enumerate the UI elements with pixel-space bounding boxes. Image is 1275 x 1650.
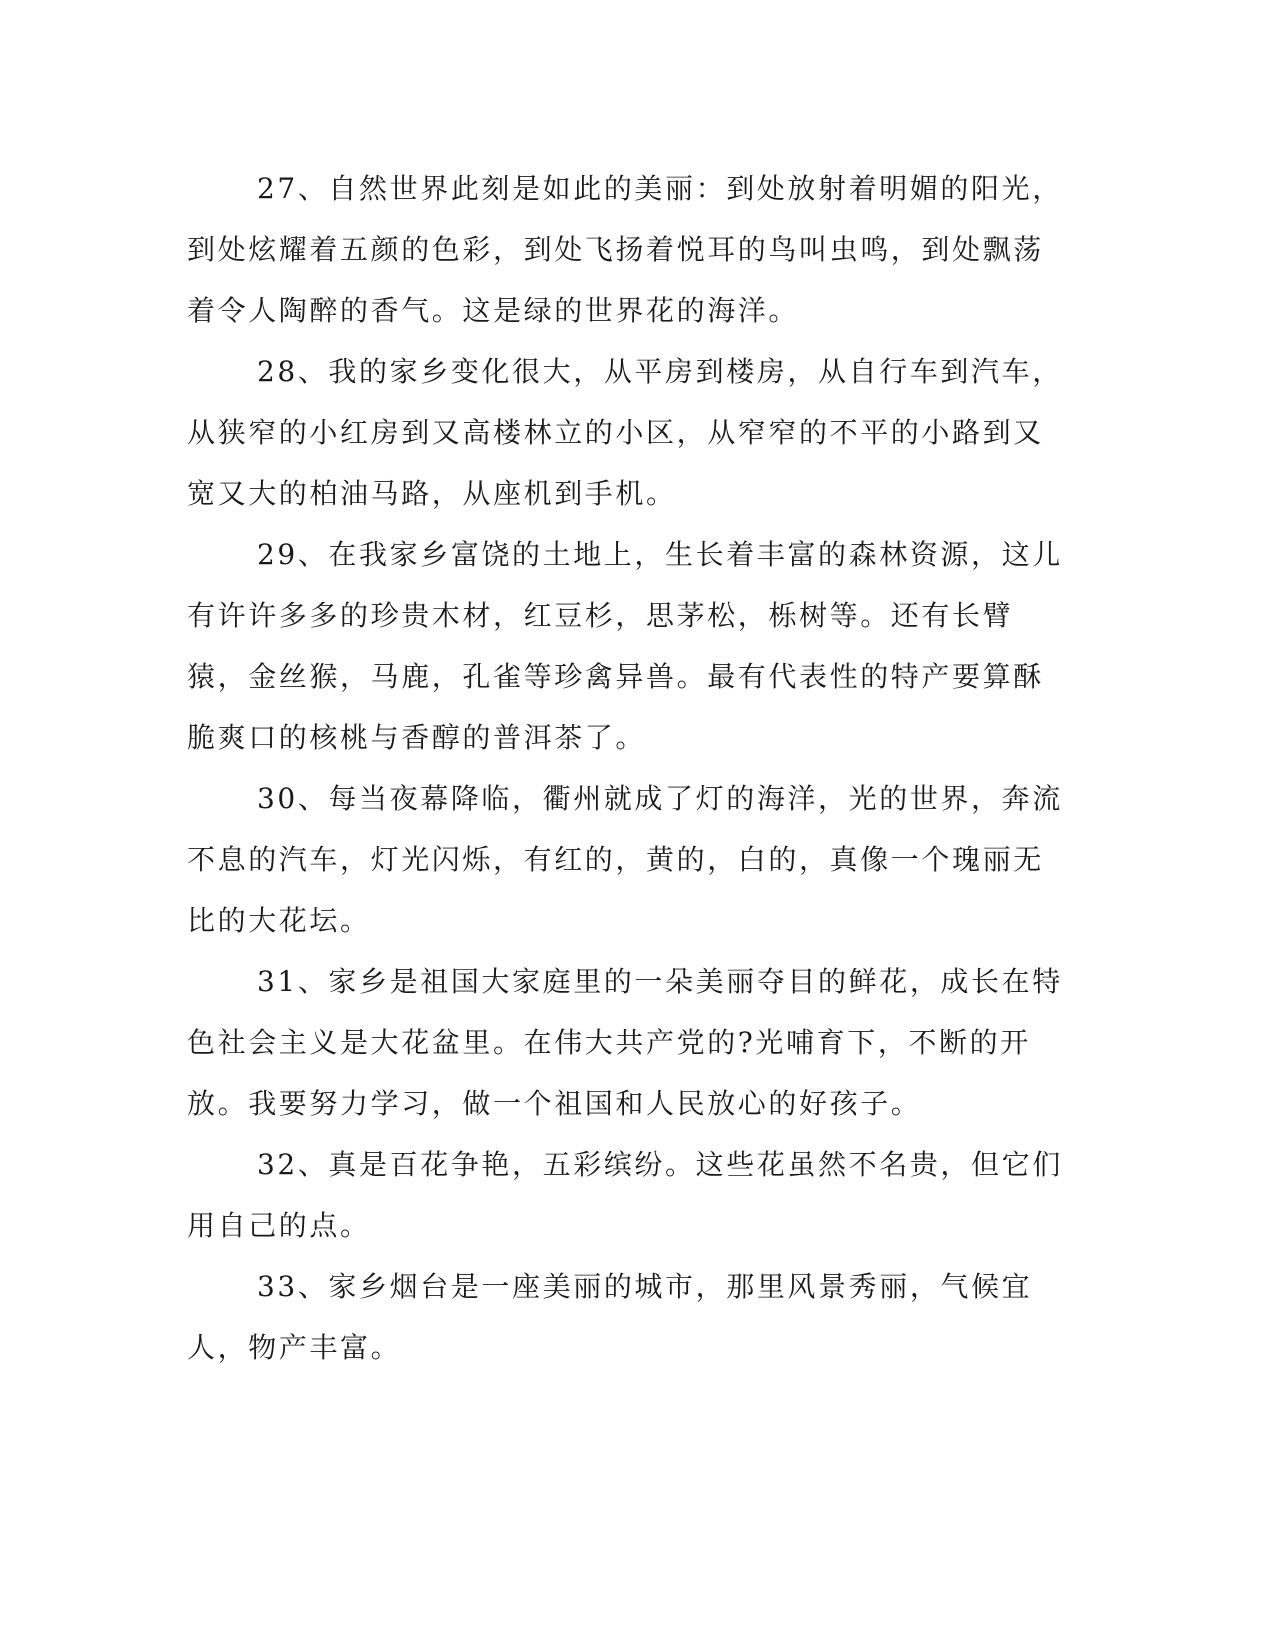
paragraph-33: 33、家乡烟台是一座美丽的城市，那里风景秀丽，气候宜人，物产丰富。 bbox=[187, 1270, 1033, 1364]
document-body bbox=[187, 158, 1067, 1378]
paragraph-28: 28、我的家乡变化很大，从平房到楼房，从自行车到汽车，从狭窄的小红房到又高楼林立的小区，从窄窄的不平的小路到又宽又大的柏油马路，从座机到手机。 bbox=[187, 355, 1063, 510]
paragraph-29: 29、在我家乡富饶的土地上，生长着丰富的森林资源，这儿有许许多多的珍贵木材，红豆杉，思茅松，栎树等。还有长臂猿，金丝猴，马鹿，孔雀等珍禽异兽。最有代表性的特产要算酥脆爽口的核桃与香醇的普洱茶了。 bbox=[187, 538, 1063, 754]
paragraph-30: 30、每当夜幕降临，衢州就成了灯的海洋，光的世界，奔流不息的汽车，灯光闪烁，有红的，黄的，白的，真像一个瑰丽无比的大花坛。 bbox=[187, 782, 1063, 937]
paragraph-32: 32、真是百花争艳，五彩缤纷。这些花虽然不名贵，但它们用自己的点。 bbox=[187, 1148, 1063, 1242]
paragraph-27: 27、自然世界此刻是如此的美丽：到处放射着明媚的阳光，到处炫耀着五颜的色彩，到处飞扬着悦耳的鸟叫虫鸣，到处飘荡着令人陶醉的香气。这是绿的世界花的海洋。 bbox=[187, 172, 1063, 327]
paragraph-31: 31、家乡是祖国大家庭里的一朵美丽夺目的鲜花，成长在特色社会主义是大花盆里。在伟大共产党的?光哺育下，不断的开放。我要努力学习，做一个祖国和人民放心的好孩子。 bbox=[187, 965, 1063, 1120]
